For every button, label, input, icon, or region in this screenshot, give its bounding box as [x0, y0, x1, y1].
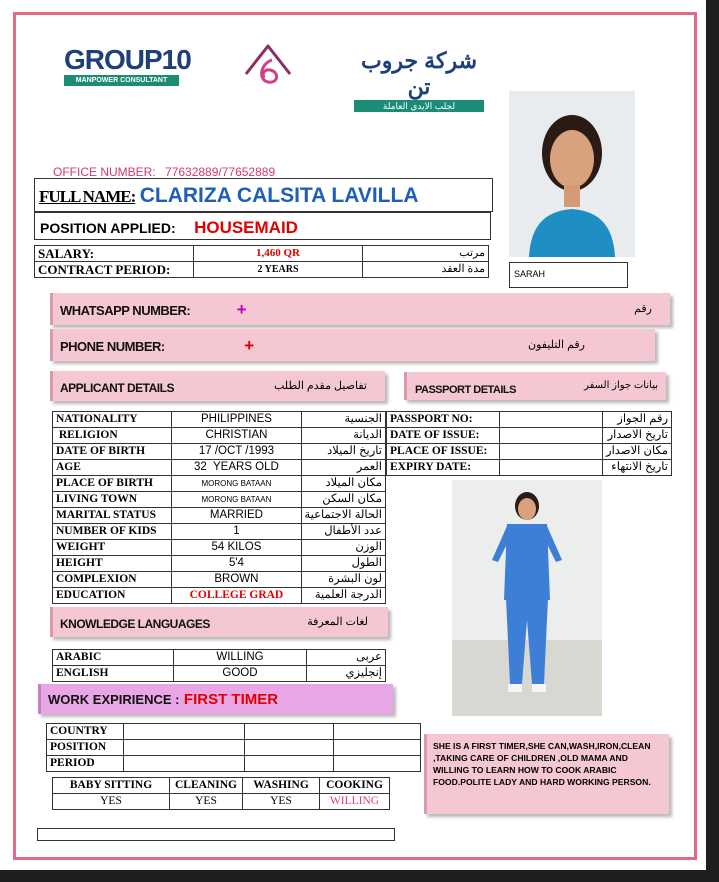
languages-header [50, 607, 388, 637]
skill-value: YES [170, 794, 243, 810]
table-row [53, 412, 386, 428]
remarks-text: SHE IS A FIRST TIMER,SHE CAN,WASH,IRON,CLEAN ,TAKING CARE OF CHILDREN ,OLD MAMA AND WILLING TO LEARN HOW TO COOK ARABIC FOOD.POLITE LADY AND HARD WORKING PERSON. [433, 741, 651, 787]
row-label: HEIGHT [53, 556, 172, 572]
row-label: DATE OF BIRTH [53, 444, 172, 460]
arabic-company-name: شركة جروب تن [360, 48, 478, 99]
row-label: EDUCATION [53, 588, 172, 604]
languages-label: KNOWLEDGE LANGUAGES [60, 617, 210, 631]
languages-arabic: لغات المعرفة [307, 616, 368, 628]
row-value: 54 KILOS [172, 540, 301, 556]
row-value: 5'4 [172, 556, 301, 572]
table-row [53, 428, 386, 444]
row-value [500, 412, 603, 428]
row-arabic: مكان السكن [301, 492, 385, 508]
bottom-empty-box [37, 828, 395, 841]
table-row [53, 460, 386, 476]
group10-wordmark: GROUP10 [64, 44, 191, 75]
row-cell [334, 724, 421, 740]
row-value: MORONG BATAAN [172, 476, 301, 492]
row-label: MARITAL STATUS [53, 508, 172, 524]
phone-label: PHONE NUMBER: [60, 339, 165, 354]
contract-row [35, 262, 489, 278]
office-number [53, 165, 275, 179]
skill-value: YES [53, 794, 170, 810]
row-label: POSITION [47, 740, 124, 756]
table-row [53, 650, 386, 666]
row-cell [245, 740, 334, 756]
row-arabic: تاريخ الانتهاء [603, 460, 672, 476]
contract-label: CONTRACT PERIOD: [35, 262, 194, 278]
row-value: 1 [172, 524, 301, 540]
work-experience-label: WORK EXPIRIENCE : [48, 692, 180, 707]
applicant-details-arabic: تفاصيل مقدم الطلب [274, 380, 367, 392]
skill-label: CLEANING [170, 778, 243, 794]
row-value: 32 YEARS OLD [172, 460, 301, 476]
photo-caption-box [509, 262, 628, 288]
languages-table [52, 649, 386, 682]
arabic-logo [354, 48, 484, 111]
row-arabic: تاريخ الميلاد [301, 444, 385, 460]
table-row [53, 508, 386, 524]
position-value: HOUSEMAID [194, 218, 298, 237]
row-arabic: العمر [301, 460, 385, 476]
row-arabic: عدد الأطفال [301, 524, 385, 540]
position-label: POSITION APPLIED: [40, 220, 176, 236]
row-label: RELIGION [53, 428, 172, 444]
table-row [53, 556, 386, 572]
table-row [387, 460, 672, 476]
row-value: 17 /OCT /1993 [172, 444, 301, 460]
row-arabic: مكان الاصدار [603, 444, 672, 460]
skills-value-row [53, 794, 390, 810]
arabic-company-subtitle: لجلب الايدي العاملة [354, 100, 484, 112]
table-row [387, 412, 672, 428]
photo-caption: SARAH [514, 269, 546, 279]
row-label: NUMBER OF KIDS [53, 524, 172, 540]
row-cell [245, 724, 334, 740]
passport-details-arabic: بيانات جواز السفر [584, 380, 658, 391]
skill-label: WASHING [243, 778, 320, 794]
salary-row [35, 246, 489, 262]
row-arabic: إنجليزي [307, 666, 386, 682]
whatsapp-box [50, 293, 670, 325]
row-label: COUNTRY [47, 724, 124, 740]
row-value: WILLING [174, 650, 307, 666]
row-label: DATE OF ISSUE: [387, 428, 500, 444]
row-value [500, 428, 603, 444]
row-cell [245, 756, 334, 772]
phone-plus: + [244, 336, 255, 355]
group10-logo [64, 44, 191, 91]
full-name-value: CLARIZA CALSITA LAVILLA [139, 184, 419, 207]
work-history-table [46, 723, 421, 772]
work-experience-box [38, 684, 393, 714]
table-row [47, 756, 421, 772]
row-label: ARABIC [53, 650, 174, 666]
row-cell [334, 740, 421, 756]
table-row [53, 666, 386, 682]
passport-details-table [386, 411, 672, 476]
row-label: COMPLEXION [53, 572, 172, 588]
full-body-photo [452, 480, 602, 716]
row-value [500, 460, 603, 476]
table-row [53, 524, 386, 540]
table-row [47, 740, 421, 756]
contract-arabic: مدة العقد [363, 262, 489, 278]
phone-box [50, 329, 655, 361]
row-arabic: الحالة الاجتماعية [301, 508, 385, 524]
applicant-details-header [50, 371, 385, 401]
table-row [53, 476, 386, 492]
skills-table [52, 777, 390, 810]
office-number-value: 77632889/77652889 [165, 165, 276, 179]
skills-header-row [53, 778, 390, 794]
row-arabic: لون البشرة [301, 572, 385, 588]
row-cell [124, 724, 245, 740]
skill-label: COOKING [320, 778, 390, 794]
row-value: BROWN [172, 572, 301, 588]
row-label: EXPIRY DATE: [387, 460, 500, 476]
row-label: PERIOD [47, 756, 124, 772]
passport-details-label: PASSPORT DETAILS [415, 384, 516, 396]
full-name-box [34, 178, 493, 212]
table-row [53, 444, 386, 460]
row-value: MORONG BATAAN [172, 492, 301, 508]
table-row [53, 572, 386, 588]
salary-arabic: مرتب [363, 246, 489, 262]
remarks-box [424, 734, 669, 814]
applicant-details-label: APPLICANT DETAILS [60, 381, 174, 395]
skill-value: YES [243, 794, 320, 810]
portrait-photo [509, 91, 635, 257]
skill-label: BABY SITTING [53, 778, 170, 794]
skill-value: WILLING [320, 794, 390, 810]
salary-contract-table [34, 245, 489, 278]
row-arabic: الجنسية [301, 412, 385, 428]
phone-arabic: رقم التليفون [528, 339, 585, 351]
whatsapp-arabic: رقم [634, 303, 652, 315]
table-row [53, 588, 386, 604]
row-arabic: الدرجة العلمية [301, 588, 385, 604]
row-value: MARRIED [172, 508, 301, 524]
row-value: PHILIPPINES [172, 412, 301, 428]
applicant-rows [53, 412, 386, 604]
row-cell [124, 756, 245, 772]
row-label: AGE [53, 460, 172, 476]
work-experience-value: FIRST TIMER [183, 691, 279, 708]
applicant-details-table [52, 411, 386, 604]
row-label: PLACE OF ISSUE: [387, 444, 500, 460]
row-value [500, 444, 603, 460]
row-label: PLACE OF BIRTH [53, 476, 172, 492]
full-name-label: FULL NAME: [39, 187, 136, 206]
row-arabic: عربى [307, 650, 386, 666]
row-label: WEIGHT [53, 540, 172, 556]
table-row [387, 444, 672, 460]
whatsapp-label: WHATSAPP NUMBER: [60, 303, 191, 318]
row-arabic: رقم الجواز [603, 412, 672, 428]
row-value: GOOD [174, 666, 307, 682]
table-row [53, 492, 386, 508]
row-arabic: تاريخ الاصدار [603, 428, 672, 444]
row-label: PASSPORT NO: [387, 412, 500, 428]
salary-value: 1,460 QR [194, 246, 363, 262]
table-row [387, 428, 672, 444]
contract-value: 2 YEARS [194, 262, 363, 278]
row-value: COLLEGE GRAD [172, 588, 301, 604]
row-label: LIVING TOWN [53, 492, 172, 508]
row-cell [334, 756, 421, 772]
row-cell [124, 740, 245, 756]
row-label: ENGLISH [53, 666, 174, 682]
row-value: CHRISTIAN [172, 428, 301, 444]
position-box [34, 212, 491, 240]
row-arabic: مكان الميلاد [301, 476, 385, 492]
group6-logo-icon [240, 40, 296, 90]
passport-details-header [404, 372, 666, 400]
table-row [47, 724, 421, 740]
salary-label: SALARY: [35, 246, 194, 262]
office-number-label: OFFICE NUMBER: [53, 165, 156, 179]
row-arabic: الديانة [301, 428, 385, 444]
whatsapp-plus: + [236, 300, 247, 319]
row-arabic: الوزن [301, 540, 385, 556]
row-arabic: الطول [301, 556, 385, 572]
group10-subtitle: MANPOWER CONSULTANT [64, 75, 179, 86]
table-row [53, 540, 386, 556]
row-label: NATIONALITY [53, 412, 172, 428]
